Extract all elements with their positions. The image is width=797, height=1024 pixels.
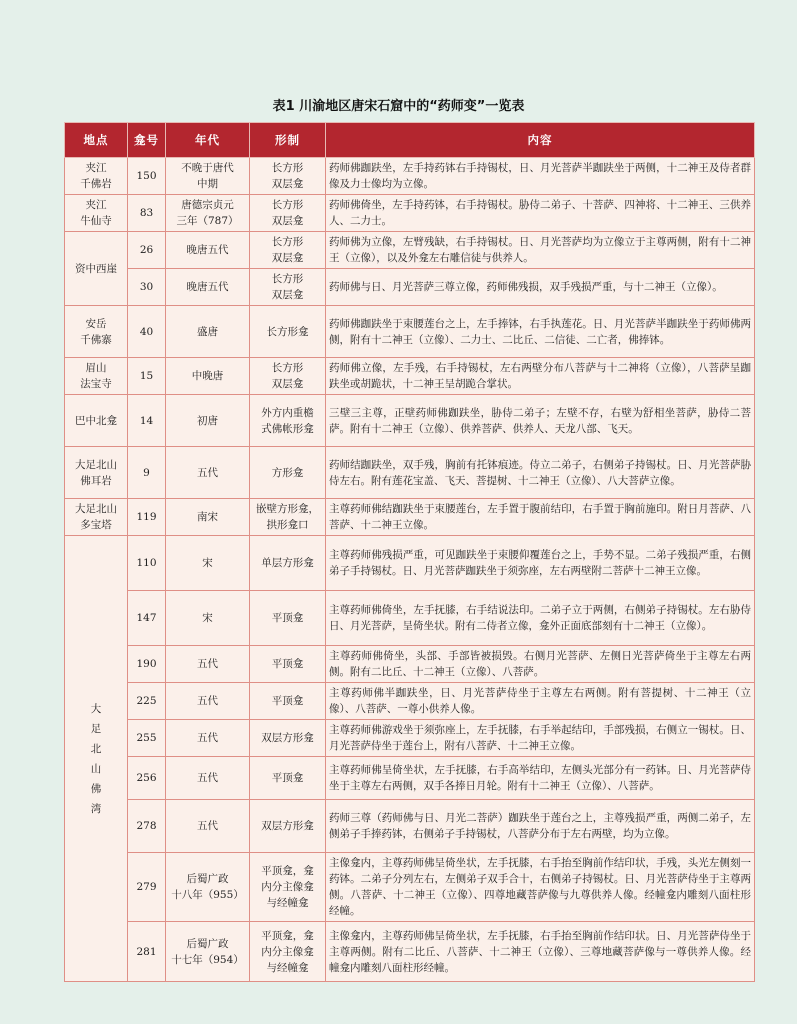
cell-era: 五代 <box>166 447 250 499</box>
cell-niche-number: 190 <box>128 646 166 683</box>
header-era: 年代 <box>166 123 250 158</box>
cell-form: 长方形 双层龛 <box>250 232 326 269</box>
table-row <box>65 306 755 358</box>
cell-location <box>65 395 128 447</box>
cell-era: 唐德宗贞元 三年（787） <box>166 195 250 232</box>
cell-niche-number: 150 <box>128 158 166 195</box>
cell-era: 五代 <box>166 800 250 853</box>
location-text: 资中西崖 <box>75 262 117 275</box>
location-text: 大足北山 佛耳岩 <box>75 458 117 487</box>
header-niche-number: 龛号 <box>128 123 166 158</box>
cell-form: 双层方形龛 <box>250 800 326 853</box>
cell-form: 外方内重檐 式佛帐形龛 <box>250 395 326 447</box>
table-row <box>65 158 755 195</box>
cell-form: 方形龛 <box>250 447 326 499</box>
cell-content: 主尊药师佛呈倚坐状，左手抚膝，右手高举结印，左侧头光部分有一药钵。日、月光菩萨侍坐于主尊左右两侧，双手各捧日月轮。附有十二神王（立像）、八菩萨。 <box>326 757 755 800</box>
cell-content: 主尊药师佛结跏趺坐于束腰莲台，左手置于腹前结印，右手置于胸前施印。附日月菩萨、八菩萨、十二神王立像。 <box>326 499 755 536</box>
cell-form: 单层方形龛 <box>250 536 326 591</box>
table-title: 表1 川渝地区唐宋石窟中的“药师变”一览表 <box>272 99 525 114</box>
cell-niche-number: 110 <box>128 536 166 591</box>
table-row <box>65 720 755 757</box>
cell-era: 五代 <box>166 720 250 757</box>
cell-era: 后蜀广政 十七年（954） <box>166 922 250 982</box>
cell-niche-number: 14 <box>128 395 166 447</box>
cell-location <box>65 158 128 195</box>
cell-era: 五代 <box>166 646 250 683</box>
cell-location <box>65 499 128 536</box>
location-text: 大足北山佛湾 <box>90 702 102 815</box>
table-body <box>65 158 755 982</box>
cell-content: 药师佛与日、月光菩萨三尊立像，药师佛残损，双手残损严重，与十二神王（立像）。 <box>326 269 755 306</box>
cell-niche-number: 279 <box>128 853 166 922</box>
table-row <box>65 269 755 306</box>
cell-form: 平顶龛，龛 内分主像龛 与经幢龛 <box>250 853 326 922</box>
location-text: 巴中北龛 <box>75 414 117 427</box>
cell-form: 平顶龛 <box>250 591 326 646</box>
cell-location <box>65 306 128 358</box>
table-row <box>65 922 755 982</box>
table-row <box>65 447 755 499</box>
cell-niche-number: 278 <box>128 800 166 853</box>
cell-content: 主像龛内，主尊药师佛呈倚坐状，左手抚膝，右手抬至胸前作结印状，手残，头光左侧刻一药钵。二弟子分列左右，左侧弟子双手合十，右侧弟子持锡杖。日、月光菩萨侍坐于主尊两侧。八菩萨、十二神王（立像）、四尊地藏菩萨像与九尊供养人像。经幢龛内雕刻八面柱形经幢。 <box>326 853 755 922</box>
table-row <box>65 757 755 800</box>
cell-niche-number: 147 <box>128 591 166 646</box>
cell-content: 主尊药师佛半跏趺坐，日、月光菩萨侍坐于主尊左右两侧。附有菩提树、十二神王（立像）、八菩萨、一尊小供养人像。 <box>326 683 755 720</box>
table-header-row <box>65 123 755 158</box>
cell-content: 主尊药师佛倚坐，左手抚膝，右手结说法印。二弟子立于两侧，右侧弟子持锡杖。左右胁侍日、月光菩萨，呈倚坐状。附有二侍者立像，龛外正面底部刻有十二神王（立像）。 <box>326 591 755 646</box>
cell-form: 平顶龛，龛 内分主像龛 与经幢龛 <box>250 922 326 982</box>
table-row <box>65 195 755 232</box>
cell-content: 三壁三主尊，正壁药师佛跏趺坐，胁侍二弟子；左壁不存，右壁为舒相坐菩萨，胁侍二菩萨。附有十二神王（立像）、供养菩萨、供养人、天龙八部、飞天。 <box>326 395 755 447</box>
cell-era: 初唐 <box>166 395 250 447</box>
cell-niche-number: 26 <box>128 232 166 269</box>
cell-content: 主像龛内，主尊药师佛呈倚坐状，左手抚膝，右手抬至胸前作结印状。日、月光菩萨侍坐于主尊两侧。附有二比丘、八菩萨、十二神王（立像）、三尊地藏菩萨像与一尊供养人像。经幢龛内雕刻八面柱形经幢。 <box>326 922 755 982</box>
table-row <box>65 646 755 683</box>
location-text: 安岳 千佛寨 <box>80 317 112 346</box>
cell-form: 平顶龛 <box>250 757 326 800</box>
cell-era: 五代 <box>166 683 250 720</box>
data-table <box>64 122 755 982</box>
cell-era: 中晚唐 <box>166 358 250 395</box>
cell-location <box>65 447 128 499</box>
cell-era: 五代 <box>166 757 250 800</box>
header-form: 形制 <box>250 123 326 158</box>
cell-content: 主尊药师佛残损严重，可见跏趺坐于束腰仰覆莲台之上，手势不显。二弟子残损严重，右侧弟子手持锡杖。日、月光菩萨跏趺坐于须弥座，左右两壁附二菩萨十二神王立像。 <box>326 536 755 591</box>
cell-form: 长方形 双层龛 <box>250 158 326 195</box>
location-text: 眉山 法宝寺 <box>80 362 112 390</box>
cell-location <box>65 232 128 306</box>
cell-niche-number: 119 <box>128 499 166 536</box>
location-text: 大足北山 多宝塔 <box>75 503 117 531</box>
cell-form: 长方形 双层龛 <box>250 195 326 232</box>
cell-form: 平顶龛 <box>250 683 326 720</box>
cell-era: 宋 <box>166 536 250 591</box>
table-row <box>65 358 755 395</box>
cell-era: 不晚于唐代 中期 <box>166 158 250 195</box>
table-row <box>65 536 755 591</box>
header-content: 内容 <box>326 123 755 158</box>
cell-form: 嵌壁方形龛， 拱形龛口 <box>250 499 326 536</box>
cell-niche-number: 9 <box>128 447 166 499</box>
table-row <box>65 683 755 720</box>
table-row <box>65 800 755 853</box>
cell-era: 南宋 <box>166 499 250 536</box>
cell-location <box>65 195 128 232</box>
cell-content: 药师佛立像，左手残，右手持锡杖，左右两壁分布八菩萨与十二神将（立像），八菩萨呈跏趺坐或胡跪状，十二神王呈胡跪合掌状。 <box>326 358 755 395</box>
cell-era: 后蜀广政 十八年（955） <box>166 853 250 922</box>
header-location: 地点 <box>65 123 128 158</box>
cell-era: 晚唐五代 <box>166 232 250 269</box>
cell-content: 主尊药师佛游戏坐于须弥座上，左手抚膝，右手举起结印，手部残损，右侧立一锡杖。日、月光菩萨侍坐于莲台上，附有八菩萨、十二神王立像。 <box>326 720 755 757</box>
table-row <box>65 499 755 536</box>
table-row <box>65 591 755 646</box>
table-row <box>65 395 755 447</box>
table-row <box>65 853 755 922</box>
table-row <box>65 232 755 269</box>
location-text: 夹江 千佛岩 <box>80 162 112 190</box>
cell-content: 主尊药师佛倚坐，头部、手部皆被损毁。右侧月光菩萨、左侧日光菩萨倚坐于主尊左右两侧。附有二比丘、十二神王（立像）、八菩萨。 <box>326 646 755 683</box>
cell-form: 双层方形龛 <box>250 720 326 757</box>
cell-niche-number: 40 <box>128 306 166 358</box>
cell-content: 药师结跏趺坐，双手残，胸前有托钵痕迹。侍立二弟子，右侧弟子持锡杖。日、月光菩萨胁侍左右。附有莲花宝盖、飞天、菩提树、十二神王（立像）、八大菩萨立像。 <box>326 447 755 499</box>
cell-content: 药师佛为立像，左臂残缺，右手持锡杖。日、月光菩萨均为立像立于主尊两侧，附有十二神王（立像），以及外龛左右雕信徒与供养人。 <box>326 232 755 269</box>
location-text: 夹江 牛仙寺 <box>80 199 112 227</box>
cell-niche-number: 83 <box>128 195 166 232</box>
cell-content: 药师三尊（药师佛与日、月光二菩萨）跏趺坐于莲台之上，主尊残损严重，两侧二弟子，左侧弟子手捧药钵，右侧弟子手持锡杖，八菩萨分布于左右两壁，均为立像。 <box>326 800 755 853</box>
cell-location <box>65 358 128 395</box>
cell-content: 药师佛倚坐，左手持药钵，右手持锡杖。胁侍二弟子、十菩萨、四神将、十二神王、三供养人、二力士。 <box>326 195 755 232</box>
cell-form: 长方形 双层龛 <box>250 358 326 395</box>
cell-era: 盛唐 <box>166 306 250 358</box>
cell-era: 晚唐五代 <box>166 269 250 306</box>
cell-niche-number: 281 <box>128 922 166 982</box>
cell-location <box>65 536 128 982</box>
cell-niche-number: 30 <box>128 269 166 306</box>
cell-content: 药师佛跏趺坐，左手持药钵右手持锡杖，日、月光菩萨半跏趺坐于两侧，十二神王及侍者群像及力士像均为立像。 <box>326 158 755 195</box>
cell-niche-number: 255 <box>128 720 166 757</box>
cell-era: 宋 <box>166 591 250 646</box>
cell-niche-number: 15 <box>128 358 166 395</box>
cell-content: 药师佛跏趺坐于束腰莲台之上，左手捧钵，右手执莲花。日、月光菩萨半跏趺坐于药师佛两侧，附有十二神王（立像）、二力士、二比丘、二信徒、二亡者，佛捧钵。 <box>326 306 755 358</box>
cell-form: 长方形龛 <box>250 306 326 358</box>
cell-niche-number: 256 <box>128 757 166 800</box>
cell-form: 平顶龛 <box>250 646 326 683</box>
cell-form: 长方形 双层龛 <box>250 269 326 306</box>
cell-niche-number: 225 <box>128 683 166 720</box>
